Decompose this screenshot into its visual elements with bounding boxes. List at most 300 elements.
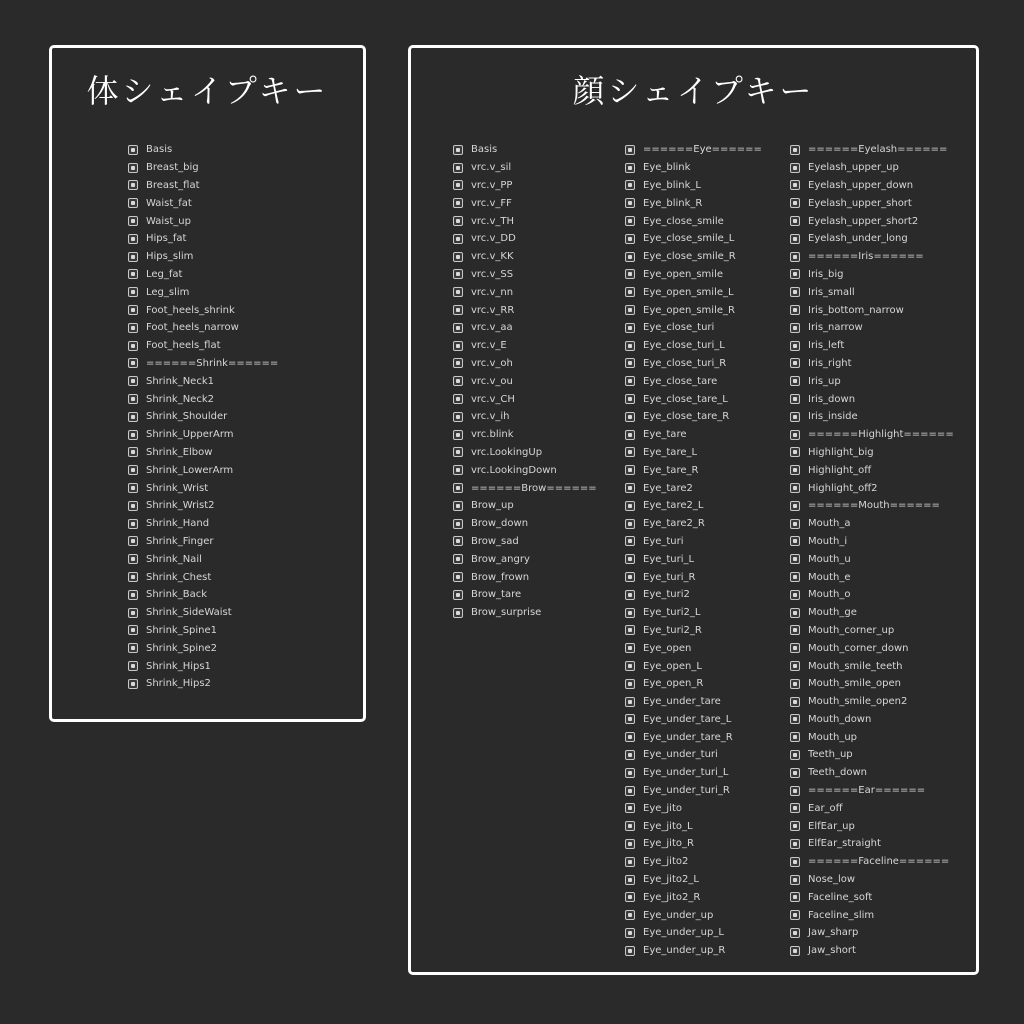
shape-key-icon (453, 287, 463, 297)
shape-key-item[interactable] (453, 212, 597, 230)
shape-key-item[interactable] (128, 337, 278, 355)
shape-key-item[interactable] (790, 586, 954, 604)
shape-key-icon (790, 625, 800, 635)
shape-key-item[interactable] (453, 194, 597, 212)
shape-key-item[interactable] (453, 604, 597, 622)
shape-key-item[interactable] (625, 924, 762, 942)
shape-key-label: Eye_under_up_R (643, 945, 726, 957)
shape-key-item[interactable] (790, 533, 954, 551)
shape-key-item[interactable] (453, 515, 597, 533)
shape-key-item[interactable] (790, 301, 954, 319)
shape-key-item[interactable] (790, 906, 954, 924)
shape-key-item[interactable] (625, 817, 762, 835)
face-shape-keys-panel (408, 45, 979, 975)
shape-key-label: Jaw_sharp (808, 927, 859, 939)
shape-key-item[interactable] (625, 461, 762, 479)
shape-key-icon (128, 341, 138, 351)
shape-key-item[interactable] (453, 141, 597, 159)
face-shape-key-list-misc (790, 141, 954, 960)
shape-key-icon (453, 394, 463, 404)
shape-key-label: Leg_fat (146, 268, 183, 280)
shape-key-icon (128, 625, 138, 635)
shape-key-label: ======Eyelash====== (808, 144, 948, 156)
shape-key-icon (790, 287, 800, 297)
shape-key-label: Iris_inside (808, 411, 858, 423)
shape-key-label: Eyelash_upper_short (808, 197, 912, 209)
shape-key-icon (790, 661, 800, 671)
shape-key-item[interactable] (128, 248, 278, 266)
shape-key-icon (625, 554, 635, 564)
shape-key-icon (453, 572, 463, 582)
shape-key-item[interactable] (453, 461, 597, 479)
shape-key-item[interactable] (453, 444, 597, 462)
shape-key-item[interactable] (790, 177, 954, 195)
shape-key-item[interactable] (790, 657, 954, 675)
shape-key-item[interactable] (625, 355, 762, 373)
shape-key-item[interactable] (790, 159, 954, 177)
shape-key-item[interactable] (453, 497, 597, 515)
shape-key-item[interactable] (128, 515, 278, 533)
shape-key-label: Shrink_Elbow (146, 446, 213, 458)
shape-key-item[interactable] (453, 355, 597, 373)
face-panel-title: 顔シェイプキー (572, 72, 815, 110)
shape-key-item[interactable] (790, 479, 954, 497)
shape-key-item[interactable] (128, 479, 278, 497)
shape-key-item[interactable] (790, 444, 954, 462)
shape-key-icon (625, 519, 635, 529)
shape-key-label: Brow_tare (471, 589, 522, 601)
shape-key-item[interactable] (453, 390, 597, 408)
shape-key-item[interactable] (625, 942, 762, 960)
shape-key-item[interactable] (790, 408, 954, 426)
shape-key-item[interactable] (625, 888, 762, 906)
shape-key-item[interactable] (625, 283, 762, 301)
shape-key-label: Shrink_UpperArm (146, 429, 234, 441)
shape-key-item[interactable] (128, 319, 278, 337)
shape-key-icon (128, 643, 138, 653)
shape-key-icon (128, 447, 138, 457)
shape-key-item[interactable] (625, 266, 762, 284)
shape-key-icon (625, 234, 635, 244)
shape-key-item[interactable] (790, 622, 954, 640)
shape-key-item[interactable] (790, 461, 954, 479)
shape-key-icon (790, 643, 800, 653)
shape-key-item[interactable] (625, 711, 762, 729)
shape-key-icon (790, 910, 800, 920)
shape-key-item[interactable] (790, 568, 954, 586)
shape-key-item[interactable] (790, 746, 954, 764)
shape-key-label: Shrink_Back (146, 589, 207, 601)
shape-key-item[interactable] (625, 479, 762, 497)
shape-key-item[interactable] (625, 657, 762, 675)
shape-key-label: Brow_down (471, 518, 529, 530)
shape-key-icon (790, 803, 800, 813)
shape-key-item[interactable] (128, 568, 278, 586)
shape-key-label: ======Eye====== (643, 144, 762, 156)
shape-key-item[interactable] (790, 390, 954, 408)
shape-key-icon (128, 412, 138, 422)
shape-key-icon (790, 839, 800, 849)
shape-key-label: Eye_close_smile_R (643, 251, 736, 263)
shape-key-item[interactable] (128, 390, 278, 408)
shape-key-item[interactable] (453, 337, 597, 355)
shape-key-icon (790, 269, 800, 279)
shape-key-icon (790, 234, 800, 244)
shape-key-separator[interactable] (790, 497, 954, 515)
shape-key-item[interactable] (625, 728, 762, 746)
shape-key-item[interactable] (625, 586, 762, 604)
shape-key-icon (625, 536, 635, 546)
shape-key-label: Eye_open_smile_L (643, 286, 734, 298)
shape-key-label: Basis (146, 144, 173, 156)
shape-key-separator[interactable] (790, 782, 954, 800)
shape-key-item[interactable] (128, 657, 278, 675)
shape-key-item[interactable] (128, 675, 278, 693)
shape-key-item[interactable] (625, 301, 762, 319)
shape-key-item[interactable] (453, 533, 597, 551)
shape-key-icon (128, 519, 138, 529)
shape-key-label: Eye_turi2_R (643, 624, 702, 636)
shape-key-label: Eye_blink (643, 162, 691, 174)
shape-key-icon (128, 679, 138, 689)
shape-key-label: Eye_under_up (643, 909, 714, 921)
shape-key-item[interactable] (625, 871, 762, 889)
shape-key-item[interactable] (625, 497, 762, 515)
shape-key-item[interactable] (625, 212, 762, 230)
shape-key-label: Eye_open_smile_R (643, 304, 735, 316)
shape-key-item[interactable] (625, 746, 762, 764)
shape-key-icon (453, 234, 463, 244)
shape-key-icon (625, 839, 635, 849)
shape-key-item[interactable] (625, 799, 762, 817)
shape-key-icon (790, 447, 800, 457)
shape-key-icon (625, 394, 635, 404)
shape-key-item[interactable] (790, 337, 954, 355)
shape-key-icon (128, 180, 138, 190)
shape-key-icon (453, 376, 463, 386)
shape-key-item[interactable] (453, 283, 597, 301)
shape-key-icon (128, 145, 138, 155)
shape-key-item[interactable] (453, 301, 597, 319)
shape-key-label: Faceline_soft (808, 891, 873, 903)
shape-key-label: Eye_blink_L (643, 179, 701, 191)
shape-key-item[interactable] (625, 550, 762, 568)
shape-key-separator[interactable] (790, 141, 954, 159)
shape-key-item[interactable] (453, 372, 597, 390)
shape-key-icon (453, 358, 463, 368)
shape-key-icon (790, 679, 800, 689)
shape-key-label: Eyelash_upper_short2 (808, 215, 919, 227)
shape-key-icon (790, 163, 800, 173)
shape-key-icon (453, 216, 463, 226)
shape-key-label: Shrink_Neck2 (146, 393, 214, 405)
shape-key-item[interactable] (625, 230, 762, 248)
shape-key-item[interactable] (128, 444, 278, 462)
shape-key-item[interactable] (790, 194, 954, 212)
shape-key-icon (790, 501, 800, 511)
shape-key-icon (790, 697, 800, 707)
shape-key-item[interactable] (128, 533, 278, 551)
shape-key-item[interactable] (128, 639, 278, 657)
shape-key-item[interactable] (625, 675, 762, 693)
shape-key-label: Teeth_up (808, 749, 853, 761)
shape-key-label: Shrink_LowerArm (146, 464, 234, 476)
shape-key-separator[interactable] (790, 426, 954, 444)
shape-key-icon (453, 341, 463, 351)
shape-key-item[interactable] (790, 604, 954, 622)
shape-key-item[interactable] (128, 283, 278, 301)
shape-key-label: Eye_under_turi (643, 749, 718, 761)
shape-key-icon (128, 554, 138, 564)
shape-key-item[interactable] (790, 283, 954, 301)
shape-key-item[interactable] (128, 372, 278, 390)
shape-key-icon (790, 198, 800, 208)
shape-key-icon (790, 358, 800, 368)
shape-key-label: vrc.v_ih (471, 411, 510, 423)
shape-key-icon (625, 803, 635, 813)
shape-key-item[interactable] (453, 177, 597, 195)
shape-key-icon (625, 287, 635, 297)
shape-key-label: Mouth_o (808, 589, 851, 601)
shape-key-item[interactable] (625, 604, 762, 622)
shape-key-icon (128, 608, 138, 618)
shape-key-item[interactable] (625, 906, 762, 924)
shape-key-item[interactable] (625, 515, 762, 533)
shape-key-icon (128, 376, 138, 386)
shape-key-item[interactable] (790, 319, 954, 337)
shape-key-icon (790, 928, 800, 938)
shape-key-item[interactable] (128, 426, 278, 444)
shape-key-label: Eye_turi2 (643, 589, 690, 601)
shape-key-icon (625, 269, 635, 279)
shape-key-label: Eye_jito_L (643, 820, 693, 832)
shape-key-icon (625, 501, 635, 511)
shape-key-label: Shrink_Nail (146, 553, 202, 565)
shape-key-label: ======Mouth====== (808, 500, 940, 512)
shape-key-item[interactable] (128, 141, 278, 159)
shape-key-label: Eye_jito2 (643, 856, 689, 868)
shape-key-item[interactable] (790, 550, 954, 568)
shape-key-item[interactable] (625, 764, 762, 782)
shape-key-separator[interactable] (453, 479, 597, 497)
shape-key-item[interactable] (790, 675, 954, 693)
shape-key-icon (625, 608, 635, 618)
shape-key-item[interactable] (128, 301, 278, 319)
shape-key-item[interactable] (453, 248, 597, 266)
shape-key-item[interactable] (128, 194, 278, 212)
face-shape-key-list-eye (625, 141, 762, 960)
shape-key-item[interactable] (625, 390, 762, 408)
shape-key-icon (128, 572, 138, 582)
shape-key-icon (128, 394, 138, 404)
shape-key-item[interactable] (625, 408, 762, 426)
shape-key-item[interactable] (790, 212, 954, 230)
shape-key-item[interactable] (453, 586, 597, 604)
shape-key-item[interactable] (790, 799, 954, 817)
shape-key-label: Mouth_ge (808, 607, 857, 619)
shape-key-item[interactable] (453, 230, 597, 248)
shape-key-icon (453, 536, 463, 546)
shape-key-item[interactable] (128, 159, 278, 177)
shape-key-item[interactable] (453, 319, 597, 337)
shape-key-icon (790, 394, 800, 404)
shape-key-item[interactable] (790, 871, 954, 889)
shape-key-separator[interactable] (625, 141, 762, 159)
shape-key-item[interactable] (790, 835, 954, 853)
shape-key-label: vrc.v_CH (471, 393, 515, 405)
shape-key-icon (128, 483, 138, 493)
shape-key-label: Eye_open_smile (643, 268, 724, 280)
shape-key-icon (453, 608, 463, 618)
shape-key-separator[interactable] (128, 355, 278, 373)
shape-key-item[interactable] (625, 533, 762, 551)
shape-key-label: Mouth_e (808, 571, 851, 583)
shape-key-item[interactable] (790, 728, 954, 746)
shape-key-label: Eye_close_smile_L (643, 233, 735, 245)
shape-key-item[interactable] (625, 444, 762, 462)
shape-key-icon (128, 198, 138, 208)
shape-key-label: Highlight_off2 (808, 482, 878, 494)
shape-key-item[interactable] (625, 177, 762, 195)
shape-key-item[interactable] (790, 230, 954, 248)
shape-key-item[interactable] (790, 942, 954, 960)
shape-key-item[interactable] (128, 586, 278, 604)
shape-key-item[interactable] (453, 550, 597, 568)
shape-key-icon (625, 679, 635, 689)
shape-key-item[interactable] (625, 835, 762, 853)
shape-key-icon (625, 910, 635, 920)
shape-key-icon (128, 323, 138, 333)
shape-key-label: Mouth_down (808, 713, 872, 725)
shape-key-label: Shrink_Hips2 (146, 678, 211, 690)
shape-key-separator[interactable] (790, 853, 954, 871)
shape-key-icon (625, 661, 635, 671)
shape-key-item[interactable] (625, 693, 762, 711)
shape-key-label: vrc.v_nn (471, 286, 514, 298)
shape-key-label: Basis (471, 144, 498, 156)
shape-key-item[interactable] (790, 693, 954, 711)
shape-key-icon (790, 430, 800, 440)
shape-key-item[interactable] (128, 177, 278, 195)
shape-key-icon (790, 554, 800, 564)
shape-key-label: vrc.v_sil (471, 162, 512, 174)
shape-key-label: Brow_surprise (471, 607, 542, 619)
shape-key-item[interactable] (453, 408, 597, 426)
shape-key-item[interactable] (625, 568, 762, 586)
shape-key-label: Breast_big (146, 162, 199, 174)
shape-key-item[interactable] (128, 461, 278, 479)
shape-key-label: Hips_fat (146, 233, 187, 245)
shape-key-icon (790, 323, 800, 333)
shape-key-separator[interactable] (790, 248, 954, 266)
shape-key-label: Iris_bottom_narrow (808, 304, 904, 316)
shape-key-item[interactable] (790, 355, 954, 373)
shape-key-item[interactable] (128, 604, 278, 622)
shape-key-item[interactable] (128, 550, 278, 568)
shape-key-label: Eyelash_under_long (808, 233, 908, 245)
shape-key-label: Highlight_big (808, 446, 874, 458)
shape-key-label: Shrink_Chest (146, 571, 212, 583)
shape-key-icon (128, 305, 138, 315)
shape-key-item[interactable] (453, 159, 597, 177)
shape-key-label: Iris_up (808, 375, 841, 387)
shape-key-label: Shrink_Spine2 (146, 642, 218, 654)
shape-key-icon (625, 946, 635, 956)
shape-key-item[interactable] (128, 212, 278, 230)
shape-key-item[interactable] (625, 319, 762, 337)
shape-key-label: Eye_close_smile (643, 215, 724, 227)
shape-key-icon (453, 501, 463, 511)
shape-key-item[interactable] (625, 159, 762, 177)
shape-key-item[interactable] (128, 622, 278, 640)
shape-key-item[interactable] (625, 248, 762, 266)
shape-key-item[interactable] (453, 266, 597, 284)
shape-key-label: Eye_turi (643, 535, 684, 547)
shape-key-item[interactable] (128, 230, 278, 248)
shape-key-label: Shrink_SideWaist (146, 607, 232, 619)
shape-key-item[interactable] (625, 426, 762, 444)
shape-key-icon (625, 483, 635, 493)
shape-key-item[interactable] (625, 622, 762, 640)
shape-key-item[interactable] (453, 568, 597, 586)
body-panel-title: 体シェイプキー (86, 72, 329, 110)
shape-key-item[interactable] (128, 266, 278, 284)
shape-key-item[interactable] (790, 266, 954, 284)
shape-key-icon (790, 465, 800, 475)
shape-key-label: Teeth_down (808, 767, 867, 779)
shape-key-item[interactable] (128, 497, 278, 515)
shape-key-label: Hips_slim (146, 251, 194, 263)
shape-key-label: Iris_down (808, 393, 856, 405)
shape-key-label: Iris_small (808, 286, 855, 298)
shape-key-item[interactable] (625, 337, 762, 355)
shape-key-icon (790, 821, 800, 831)
shape-key-icon (453, 412, 463, 422)
shape-key-icon (453, 465, 463, 475)
shape-key-item[interactable] (625, 639, 762, 657)
shape-key-icon (128, 252, 138, 262)
shape-key-label: Mouth_i (808, 535, 848, 547)
shape-key-label: Foot_heels_shrink (146, 304, 235, 316)
shape-key-label: Shrink_Wrist2 (146, 500, 215, 512)
shape-key-item[interactable] (790, 817, 954, 835)
shape-key-item[interactable] (625, 194, 762, 212)
shape-key-label: vrc.v_SS (471, 268, 514, 280)
shape-key-item[interactable] (790, 888, 954, 906)
shape-key-icon (790, 892, 800, 902)
shape-key-item[interactable] (790, 711, 954, 729)
shape-key-item[interactable] (790, 515, 954, 533)
shape-key-label: vrc.v_TH (471, 215, 515, 227)
shape-key-item[interactable] (625, 853, 762, 871)
shape-key-label: ======Shrink====== (146, 357, 279, 369)
shape-key-icon (128, 536, 138, 546)
shape-key-item[interactable] (128, 408, 278, 426)
shape-key-item[interactable] (790, 372, 954, 390)
shape-key-item[interactable] (453, 426, 597, 444)
shape-key-label: Eye_under_tare_R (643, 731, 733, 743)
shape-key-icon (453, 198, 463, 208)
shape-key-item[interactable] (790, 924, 954, 942)
shape-key-icon (790, 216, 800, 226)
shape-key-label: Mouth_up (808, 731, 858, 743)
shape-key-label: Eye_under_turi_L (643, 767, 729, 779)
shape-key-item[interactable] (790, 639, 954, 657)
shape-key-item[interactable] (790, 764, 954, 782)
shape-key-item[interactable] (625, 782, 762, 800)
shape-key-label: Eye_open (643, 642, 692, 654)
shape-key-item[interactable] (625, 372, 762, 390)
